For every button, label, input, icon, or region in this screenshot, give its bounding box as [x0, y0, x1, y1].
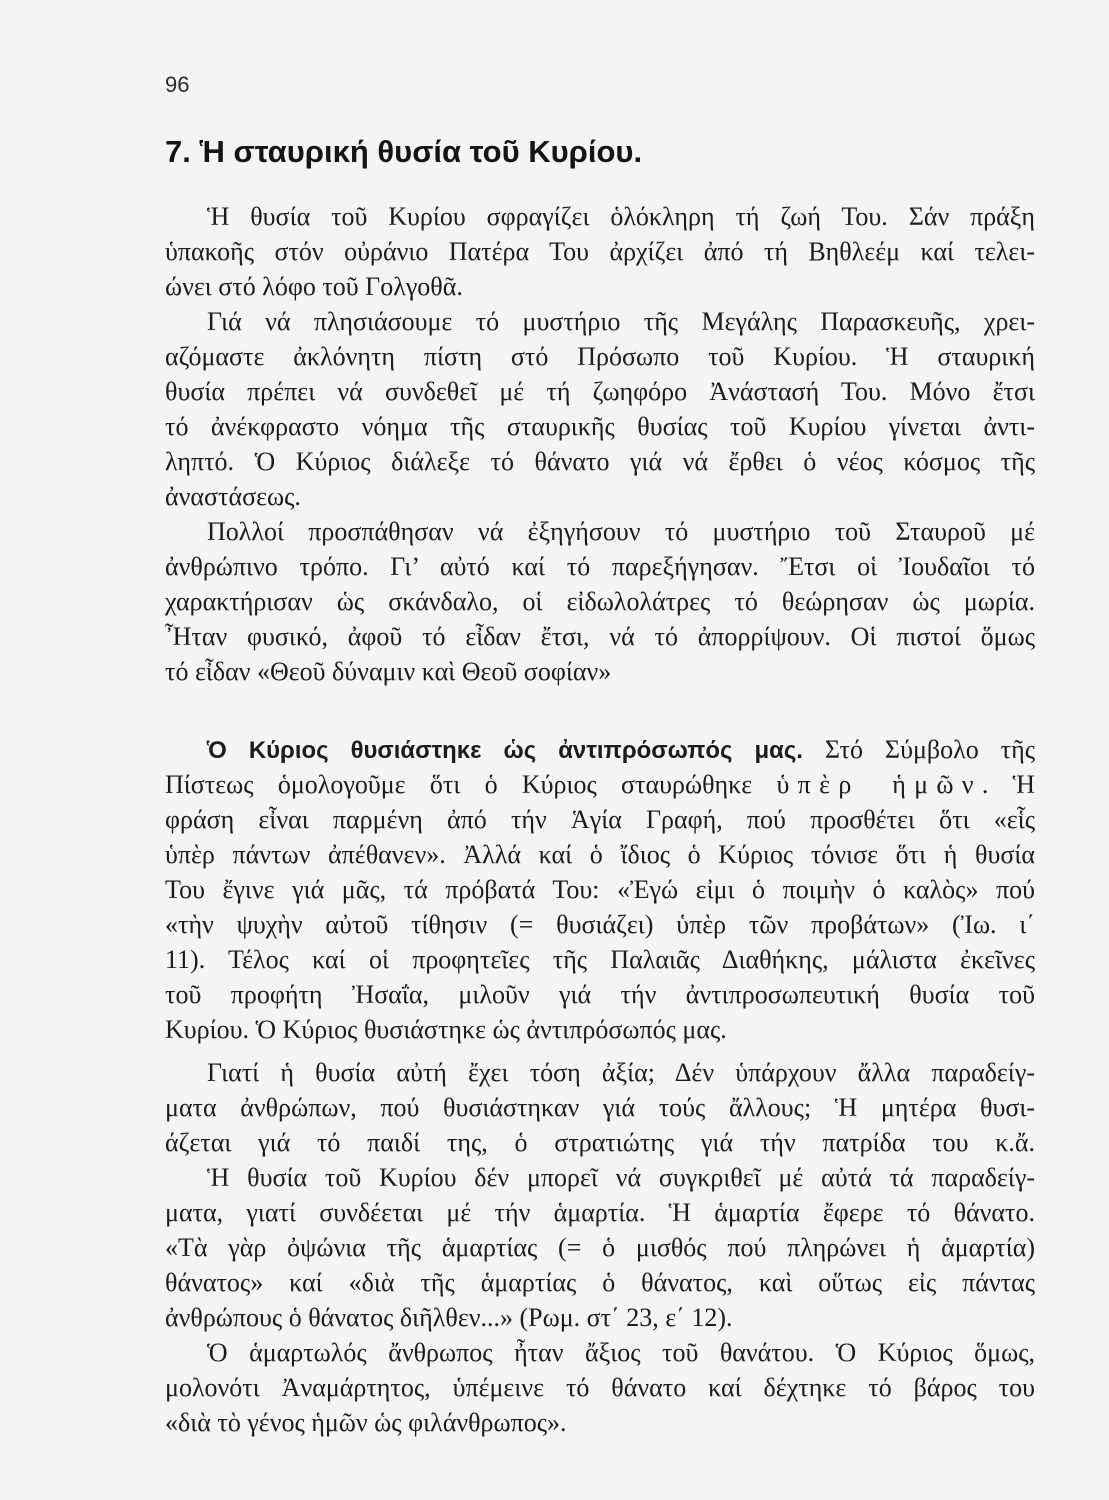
text-line: Γιά νά πλησιάσουμε τό μυστήριο τῆς Μεγάλης Παρασκευῆς, χρει- [207, 307, 1035, 336]
text-line: Ἦταν φυσικό, ἀφοῦ τό εἶδαν ἔτσι, νά τό ἀπορρίψουν. Οἱ πιστοί ὅμως [165, 622, 1035, 651]
text-line: Πολλοί προσπάθησαν νά ἐξηγήσουν τό μυστήριο τοῦ Σταυροῦ μέ [207, 517, 1035, 546]
text-line: Κυρίου. Ὁ Κύριος θυσιάστηκε ὡς ἀντιπρόσωπός μας. [165, 1015, 727, 1044]
page-number: 96 [165, 72, 190, 97]
text-line: ἀναστάσεως. [165, 482, 301, 511]
text-line: τό ἀνέκφραστο νόημα τῆς σταυρικῆς θυσίας τοῦ Κυρίου γίνεται ἀντι- [165, 412, 1035, 441]
text-line: χαρακτήρισαν ὡς σκάνδαλο, οἱ εἰδωλολάτρες τό θεώρησαν ὡς μωρία. [165, 587, 1035, 616]
text-line: ὑπακοῆς στόν οὐράνιο Πατέρα Του ἀρχίζει ἀπό τή Βηθλεέμ καί τελει- [165, 237, 1035, 266]
text-line: αζόμαστε ἀκλόνητη πίστη στό Πρόσωπο τοῦ Κυρίου. Ἡ σταυρική [165, 342, 1035, 371]
text-fragment: . Ἡ [981, 770, 1035, 799]
spaced-emphasis: ὑπὲρ ἡμῶν [776, 770, 982, 799]
text-line [165, 767, 1035, 802]
paragraph-4 [165, 732, 1035, 1047]
paragraph-1 [165, 199, 1035, 304]
paragraph-2 [165, 304, 1035, 514]
text-line: «Τὰ γὰρ ὀψώνια τῆς ἁμαρτίας (= ὁ μισθός πού πληρώνει ἡ ἁμαρτία) [165, 1233, 1035, 1262]
body-text [165, 199, 1035, 1440]
text-fragment: Πίστεως ὁμολογοῦμε ὅτι ὁ Κύριος σταυρώθηκε [165, 770, 753, 799]
text-line: μολονότι Ἀναμάρτητος, ὑπέμεινε τό θάνατο καί δέχτηκε τό βάρος του [165, 1373, 1035, 1402]
bold-lead-sentence: Ὁ Κύριος θυσιάστηκε ὡς ἀντιπρόσωπός μας. [207, 737, 803, 764]
text-line: «διὰ τὸ γένος ἡμῶν ὡς φιλάνθρωπος». [165, 1408, 567, 1437]
text-line: Ἡ θυσία τοῦ Κυρίου σφραγίζει ὁλόκληρη τή ζωή Του. Σάν πράξη [207, 202, 1035, 231]
text-line: ἀνθρώπους ὁ θάνατος διῆλθεν...» (Ρωμ. στ΄ 23, ε΄ 12). [165, 1303, 733, 1332]
text-line: ὑπὲρ πάντων ἀπέθανεν». Ἀλλά καί ὁ ἴδιος ὁ Κύριος τόνισε ὅτι ἡ θυσία [165, 840, 1035, 869]
text-line: άζεται γιά τό παιδί της, ὁ στρατιώτης γιά τήν πατρίδα του κ.ἄ. [165, 1128, 1035, 1157]
paragraph-5 [165, 1055, 1035, 1160]
paragraph-7 [165, 1335, 1035, 1440]
text-line: τό εἶδαν «Θεοῦ δύναμιν καὶ Θεοῦ σοφίαν» [165, 657, 612, 686]
text-line: ματα, γιατί συνδέεται μέ τήν ἁμαρτία. Ἡ ἁμαρτία ἔφερε τό θάνατο. [165, 1198, 1035, 1227]
text-line: «τὴν ψυχὴν αὐτοῦ τίθησιν (= θυσιάζει) ὑπὲρ τῶν προβάτων» (Ἰω. ι΄ [165, 910, 1035, 939]
paragraph-6 [165, 1160, 1035, 1335]
text-line: τοῦ προφήτη Ἠσαΐα, μιλοῦν γιά τήν ἀντιπροσωπευτική θυσία τοῦ [165, 980, 1035, 1009]
text-line: Του ἔγινε γιά μᾶς, τά πρόβατά Του: «Ἐγώ εἰμι ὁ ποιμὴν ὁ καλὸς» πού [165, 875, 1035, 904]
text-line: Ὁ ἁμαρτωλός ἄνθρωπος ἦταν ἄξιος τοῦ θανάτου. Ὁ Κύριος ὅμως, [207, 1338, 1035, 1367]
text-line [165, 732, 1035, 767]
text-line: ληπτό. Ὁ Κύριος διάλεξε τό θάνατο γιά νά ἔρθει ὁ νέος κόσμος τῆς [165, 447, 1035, 476]
text-line: Ἡ θυσία τοῦ Κυρίου δέν μπορεῖ νά συγκριθεῖ μέ αὐτά τά παραδείγ- [207, 1163, 1035, 1192]
text-line: θυσία πρέπει νά συνδεθεῖ μέ τή ζωηφόρο Ἀνάστασή Του. Μόνο ἔτσι [165, 377, 1035, 406]
text-fragment: Στό Σύμβολο τῆς [824, 735, 1035, 764]
text-line: ώνει στό λόφο τοῦ Γολγοθᾶ. [165, 272, 463, 301]
text-line: ἀνθρώπινο τρόπο. Γι’ αὐτό καί τό παρεξήγησαν. Ἔτσι οἱ Ἰουδαῖοι τό [165, 552, 1035, 581]
chapter-heading: 7. Ἡ σταυρική θυσία τοῦ Κυρίου. [165, 134, 643, 169]
text-line: φράση εἶναι παρμένη ἀπό τήν Ἁγία Γραφή, πού προσθέτει ὅτι «εἷς [165, 805, 1035, 834]
text-line: θάνατος» καί «διὰ τῆς ἁμαρτίας ὁ θάνατος, καὶ οὕτως εἰς πάντας [165, 1268, 1035, 1297]
text-line: Γιατί ἡ θυσία αὐτή ἔχει τόση ἀξία; Δέν ὑπάρχουν ἄλλα παραδείγ- [207, 1058, 1035, 1087]
paragraph-3 [165, 514, 1035, 689]
text-line: ματα ἀνθρώπων, πού θυσιάστηκαν γιά τούς ἄλλους; Ἡ μητέρα θυσι- [165, 1093, 1035, 1122]
text-line: 11). Τέλος καί οἱ προφητεῖες τῆς Παλαιᾶς Διαθήκης, μάλιστα ἐκεῖνες [165, 945, 1035, 974]
